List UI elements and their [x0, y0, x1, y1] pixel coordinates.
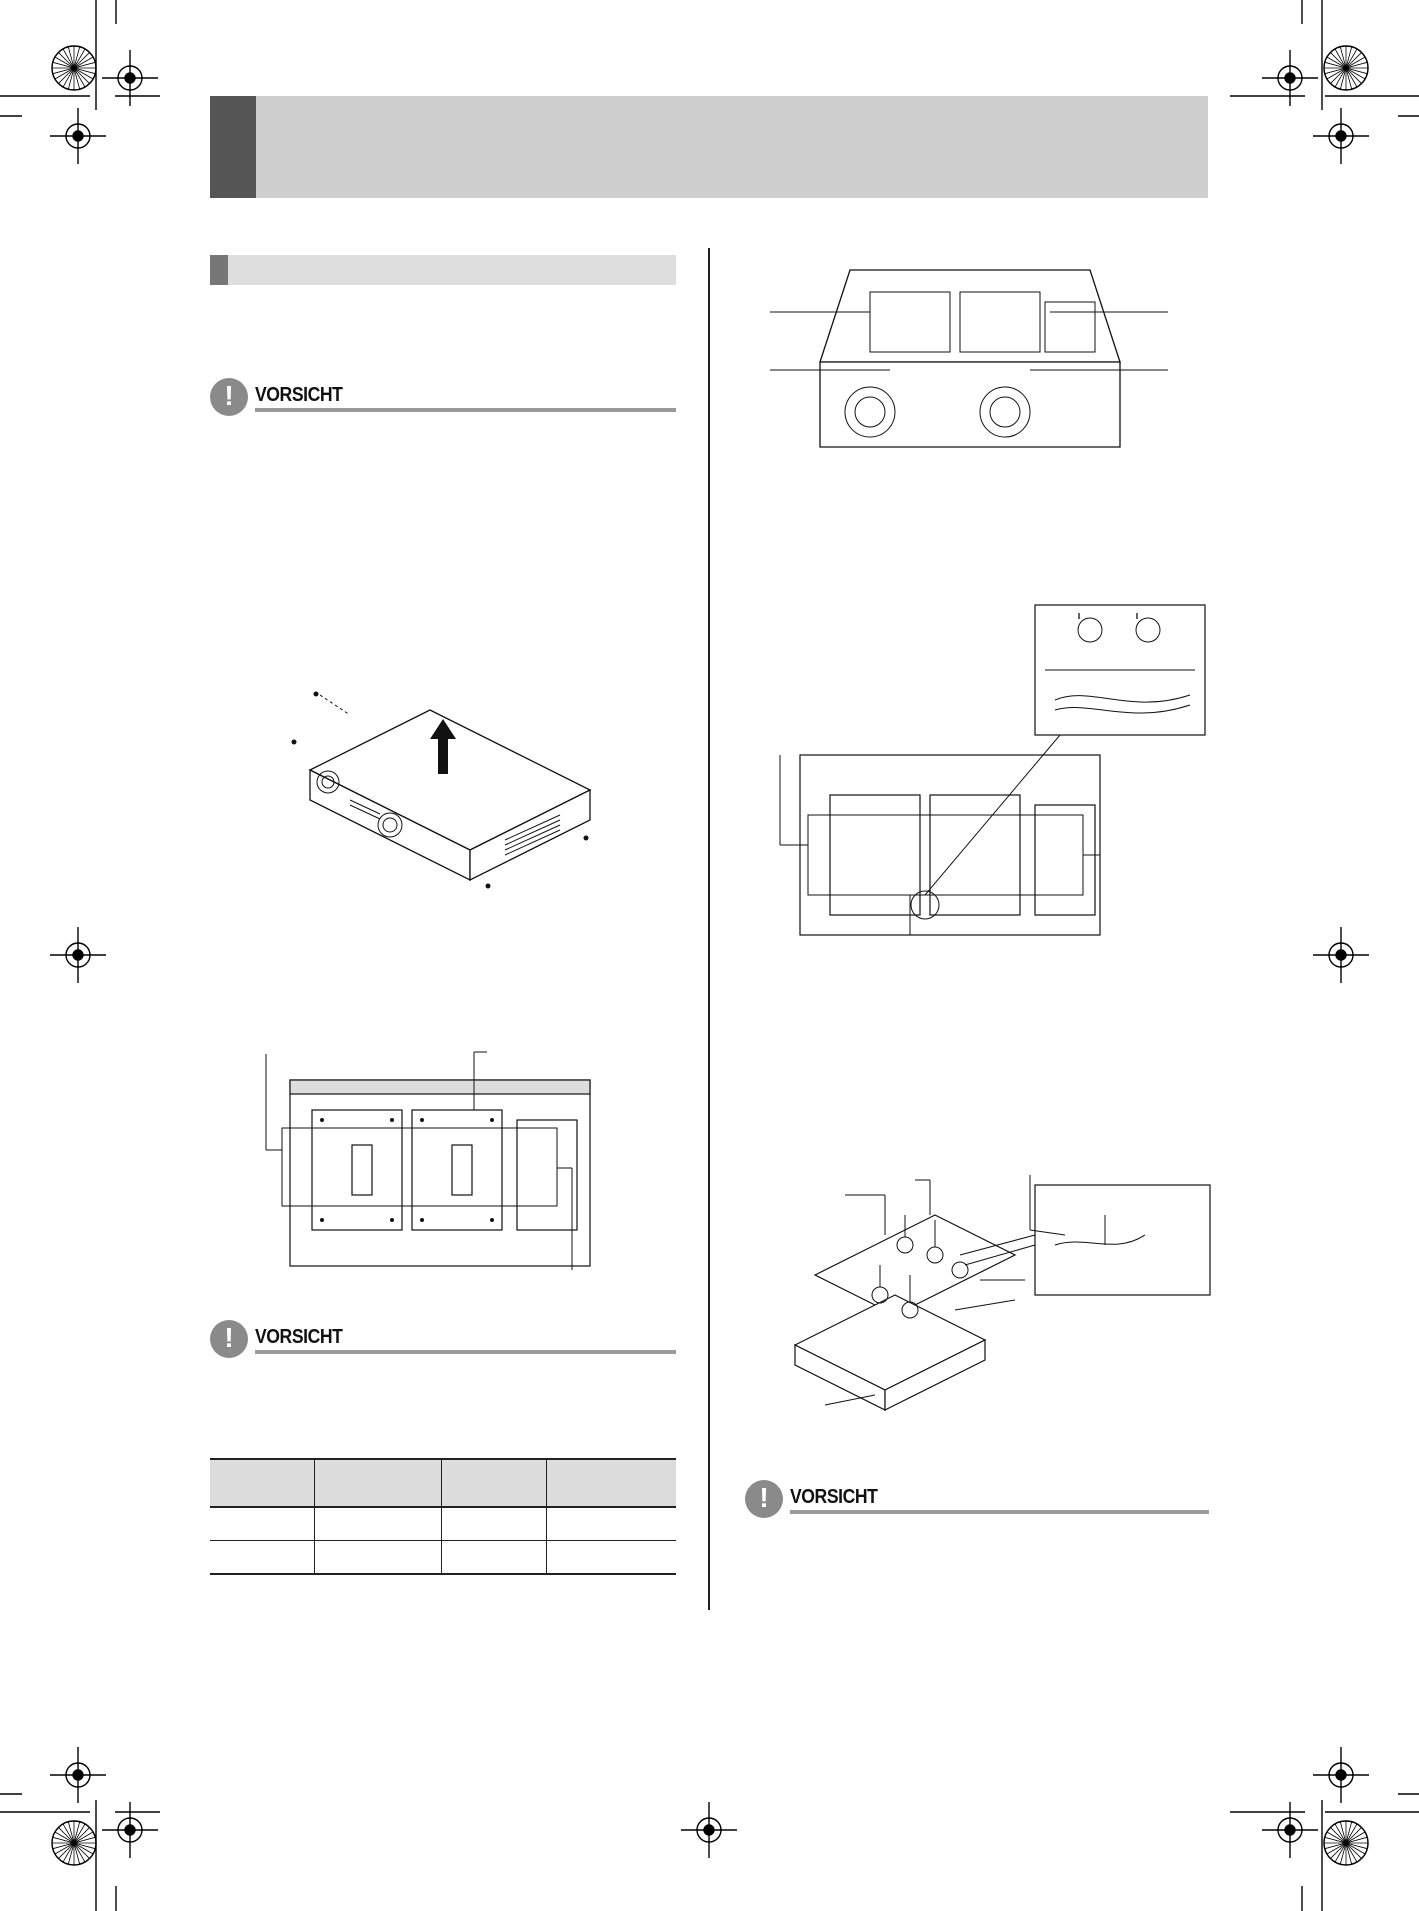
table-header-cell: [315, 1459, 442, 1507]
figure-chassis-perspective: [770, 262, 1170, 462]
table-row: [210, 1507, 676, 1541]
caution-block-3: [745, 1480, 1209, 1520]
figure-cover-removal: [290, 690, 590, 900]
caution-rule: [255, 408, 676, 412]
caution-block-1: [210, 378, 676, 418]
table-header-cell: [210, 1459, 315, 1507]
caution-rule: [255, 1350, 676, 1354]
table-cell: [210, 1541, 315, 1575]
figure-hdd-mounting: [785, 1175, 1215, 1455]
table-header-row: [210, 1459, 676, 1507]
exclamation-icon: !: [745, 1480, 783, 1518]
table-cell: [547, 1507, 677, 1541]
figure-bracket-detail: [770, 605, 1210, 935]
section-marker: [210, 255, 228, 285]
table-cell: [442, 1507, 547, 1541]
caution-rule: [790, 1510, 1209, 1514]
table-cell: [315, 1507, 442, 1541]
column-divider: [708, 248, 710, 1610]
caution-block-2: [210, 1320, 676, 1360]
caution-label: VORSICHT: [255, 1326, 343, 1348]
figure-open-chassis: [262, 1050, 602, 1270]
table-header-cell: [442, 1459, 547, 1507]
table-cell: [210, 1507, 315, 1541]
spec-table: [210, 1458, 676, 1575]
table-row: [210, 1541, 676, 1575]
chapter-tab: [210, 96, 256, 198]
section-heading-bar: [228, 255, 676, 285]
table-header-cell: [547, 1459, 677, 1507]
page-header-band: [256, 96, 1208, 198]
table-cell: [442, 1541, 547, 1575]
table-cell: [315, 1541, 442, 1575]
exclamation-icon: !: [210, 378, 248, 416]
caution-label: VORSICHT: [790, 1486, 878, 1508]
table-cell: [547, 1541, 677, 1575]
caution-label: VORSICHT: [255, 384, 343, 406]
exclamation-icon: !: [210, 1320, 248, 1358]
